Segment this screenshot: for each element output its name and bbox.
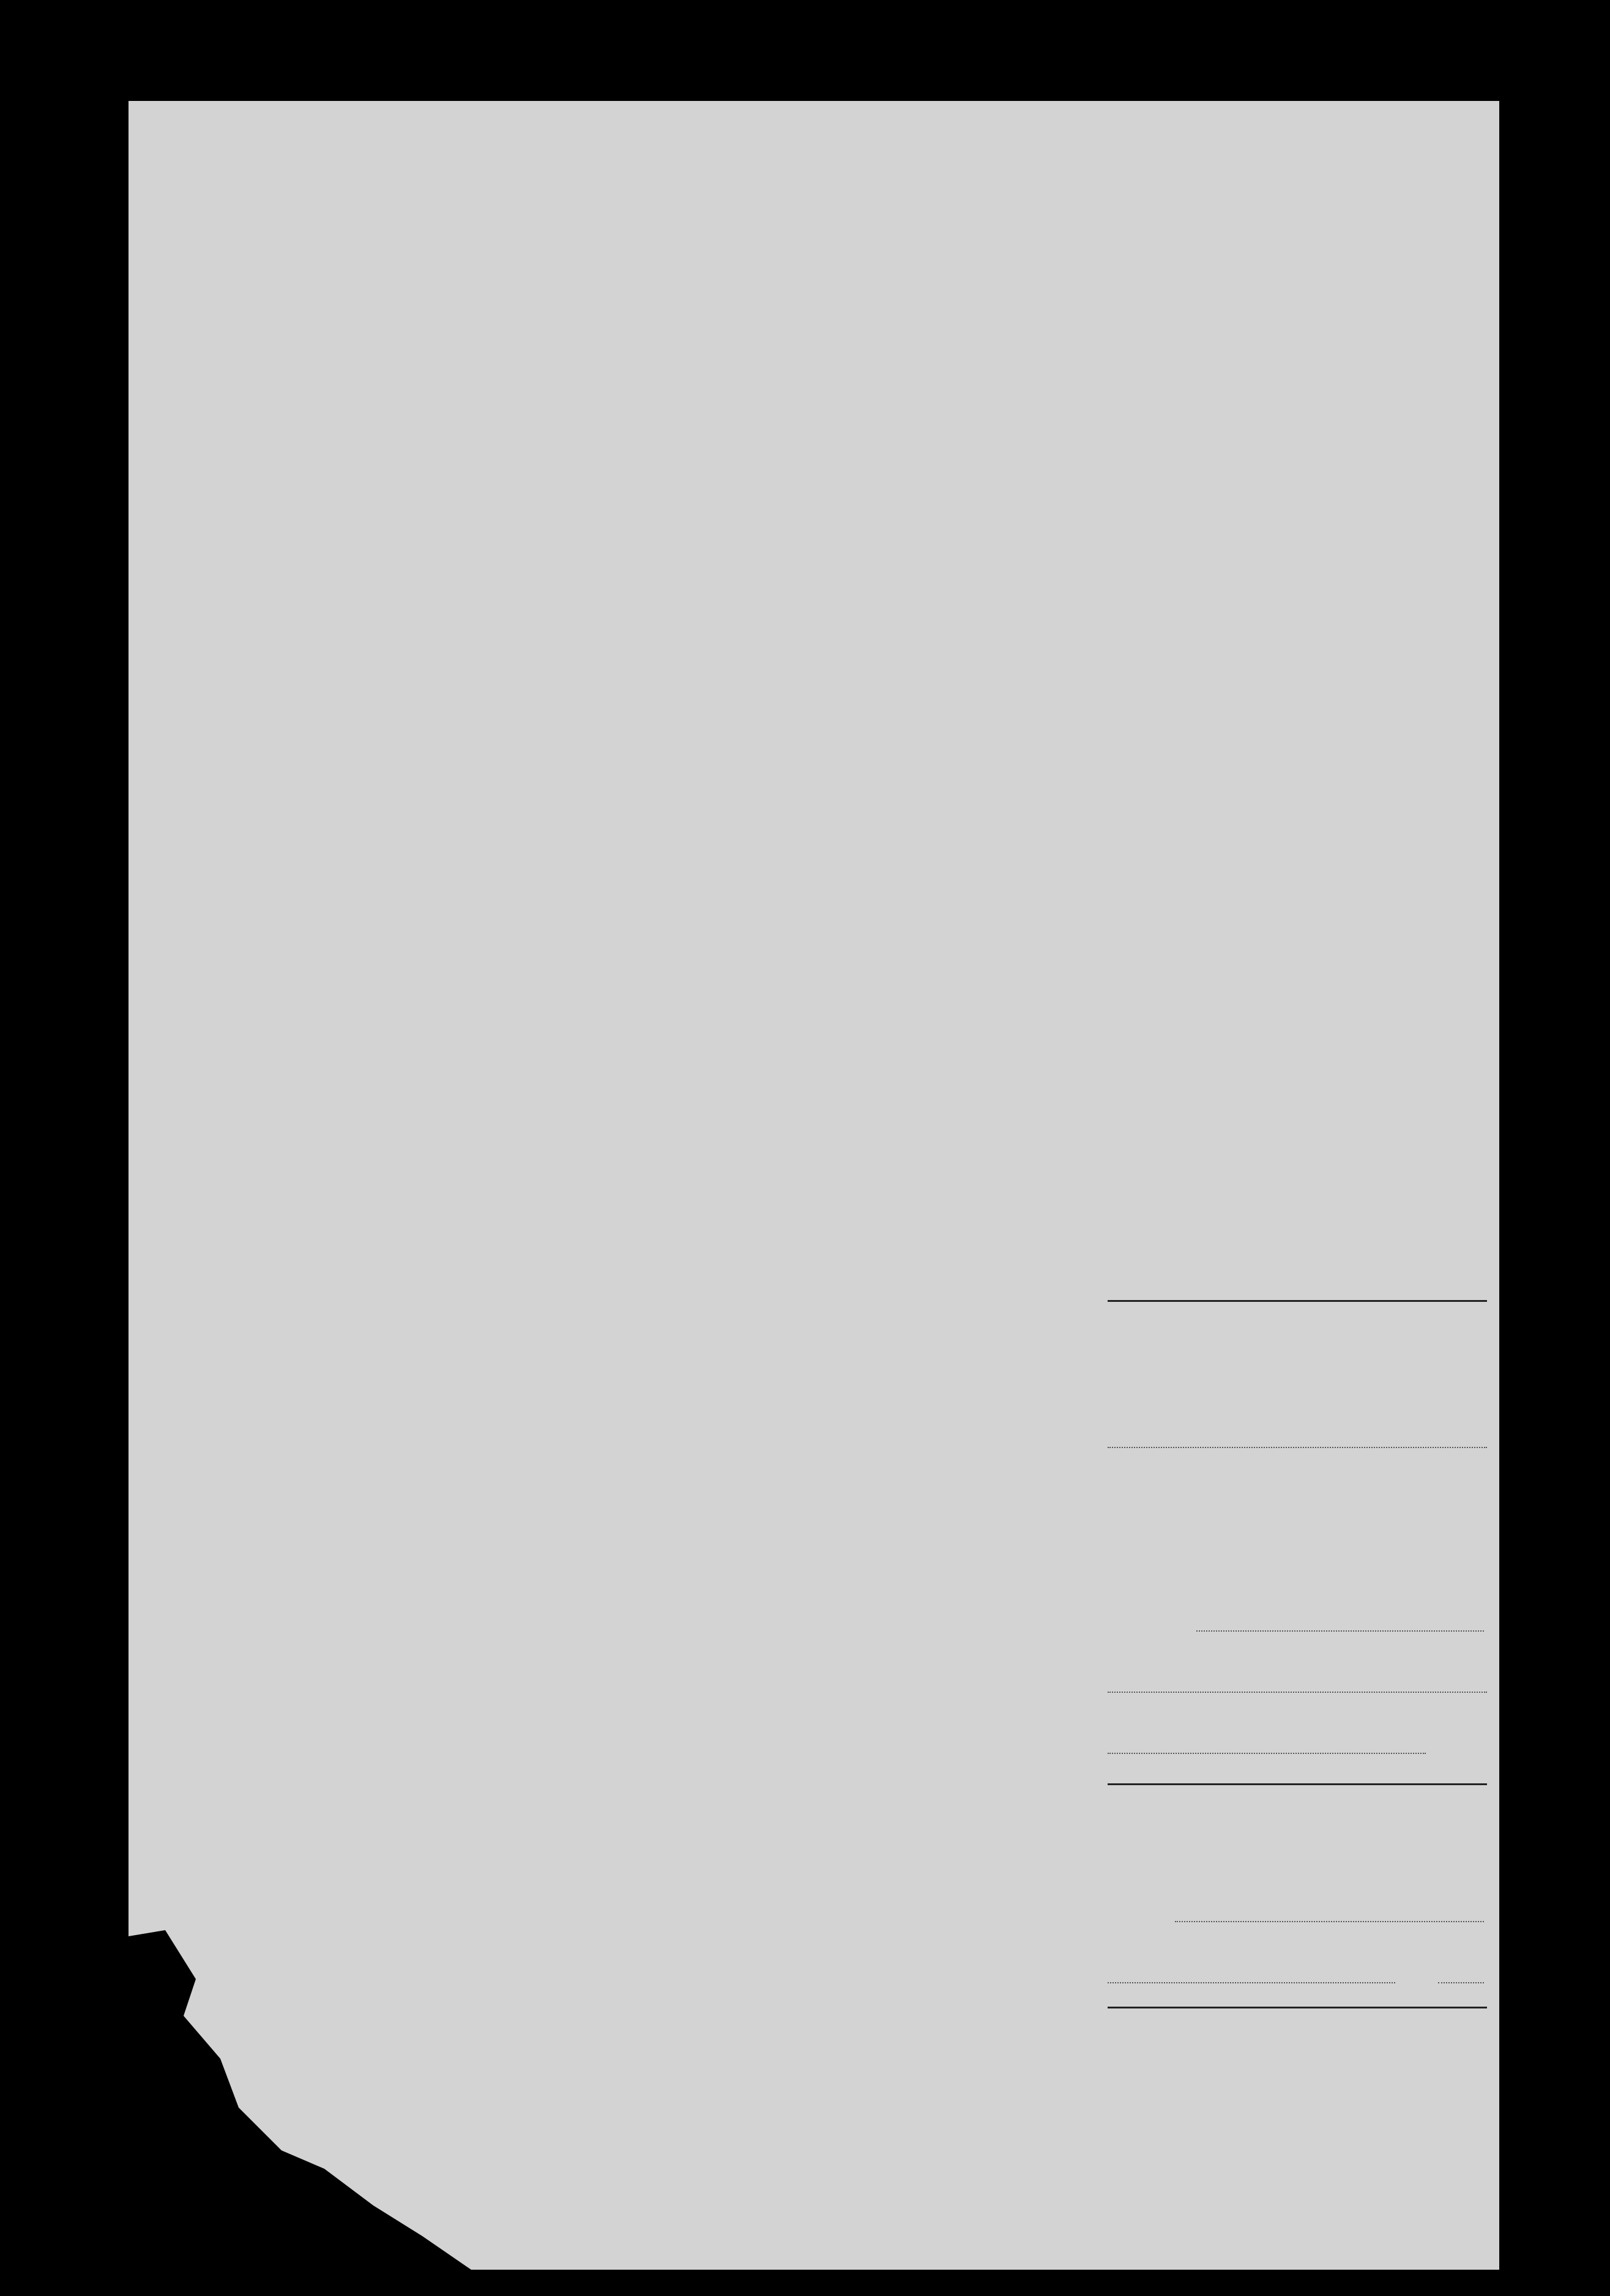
cover-top-rule <box>1108 1300 1487 1302</box>
date-line <box>1108 1982 1395 1983</box>
table-grid <box>129 101 1499 1141</box>
year-line <box>1438 1982 1484 1983</box>
vessel-name-line <box>1108 1692 1487 1693</box>
document-page <box>129 101 1499 2270</box>
port-line <box>1175 1921 1484 1922</box>
cover-mid-rule <box>1108 1783 1487 1785</box>
rig-line <box>1196 1630 1484 1632</box>
master-line <box>1108 1753 1426 1754</box>
cover-bottom-rule <box>1108 2007 1487 2008</box>
certified-copy-line <box>1108 1447 1487 1448</box>
